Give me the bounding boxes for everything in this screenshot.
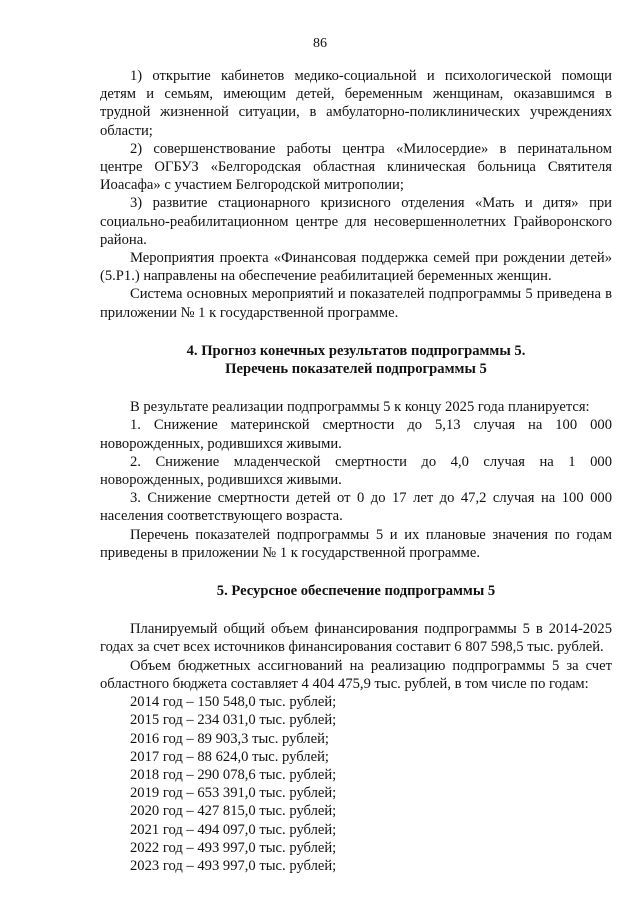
section-4-heading-line-2: Перечень показателей подпрограммы 5 <box>225 361 487 378</box>
page-number: 86 <box>313 36 327 51</box>
paragraph: 2) совершенствование работы центра «Милосердие» в перинатальном центре ОГБУЗ «Белгородская областная клиническая больница Святителя Иоасафа» с участием Белгородской митрополии; <box>100 140 612 194</box>
paragraph: 3. Снижение смертности детей от 0 до 17 лет до 47,2 случая на 100 000 населения соответствующего возраста. <box>100 490 612 525</box>
paragraph: Мероприятия проекта «Финансовая поддержка семей при рождении детей» (5.Р1.) направлены на обеспечение реабилитацией беременных женщин. <box>100 250 612 285</box>
paragraph: В результате реализации подпрограммы 5 к концу 2025 года планируется: <box>130 399 590 416</box>
spacer <box>100 600 612 620</box>
paragraph: 1) открытие кабинетов медико-социальной и психологической помощи детям и семьям, имеющим детей, беременным женщинам, оказавшимся в трудной жизненной ситуации, в амбулаторно-поликлинических учреждениях области; <box>100 68 612 139</box>
list-item: 2017 год – 88 624,0 тыс. рублей; <box>130 748 329 765</box>
list-item: 2014 год – 150 548,0 тыс. рублей; <box>130 694 337 711</box>
spacer <box>100 322 612 342</box>
paragraph: Система основных мероприятий и показателей подпрограммы 5 приведена в приложении № 1 к государственной программе. <box>100 286 612 321</box>
funding-by-year-list <box>100 693 612 875</box>
paragraph: Объем бюджетных ассигнований на реализацию подпрограммы 5 за счет областного бюджета составляет 4 404 475,9 тыс. рублей, в том числе по годам: <box>100 657 612 692</box>
spacer <box>100 378 612 398</box>
spacer <box>100 562 612 582</box>
list-item: 2021 год – 494 097,0 тыс. рублей; <box>130 821 337 838</box>
list-item: 2022 год – 493 997,0 тыс. рублей; <box>130 839 337 856</box>
paragraph: Планируемый общий объем финансирования подпрограммы 5 в 2014-2025 годах за счет всех источников финансирования составит 6 807 598,5 тыс. рублей. <box>100 621 612 656</box>
paragraph: 2. Снижение младенческой смертности до 4,0 случая на 1 000 новорожденных, родившихся живыми. <box>100 453 612 489</box>
list-item: 2020 год – 427 815,0 тыс. рублей; <box>130 803 337 820</box>
section-5-heading: 5. Ресурсное обеспечение подпрограммы 5 <box>216 583 496 600</box>
list-item: 2019 год – 653 391,0 тыс. рублей; <box>130 785 337 802</box>
list-item: 2018 год – 290 078,6 тыс. рублей; <box>130 766 337 783</box>
paragraph: 3) развитие стационарного кризисного отделения «Мать и дитя» при социально-реабилитационном центре для несовершеннолетних Грайворонского района. <box>100 195 612 248</box>
paragraph: 1. Снижение материнской смертности до 5,13 случая на 100 000 новорожденных, родившихся живыми. <box>100 417 612 452</box>
section-4-heading-line-1: 4. Прогноз конечных результатов подпрограммы 5. <box>186 342 526 359</box>
list-item: 2023 год – 493 997,0 тыс. рублей; <box>130 857 337 874</box>
list-item: 2015 год – 234 031,0 тыс. рублей; <box>130 712 337 729</box>
paragraph: Перечень показателей подпрограммы 5 и их плановые значения по годам приведены в приложении № 1 к государственной программе. <box>100 526 612 561</box>
list-item: 2016 год – 89 903,3 тыс. рублей; <box>130 730 329 747</box>
document-body <box>100 67 612 875</box>
